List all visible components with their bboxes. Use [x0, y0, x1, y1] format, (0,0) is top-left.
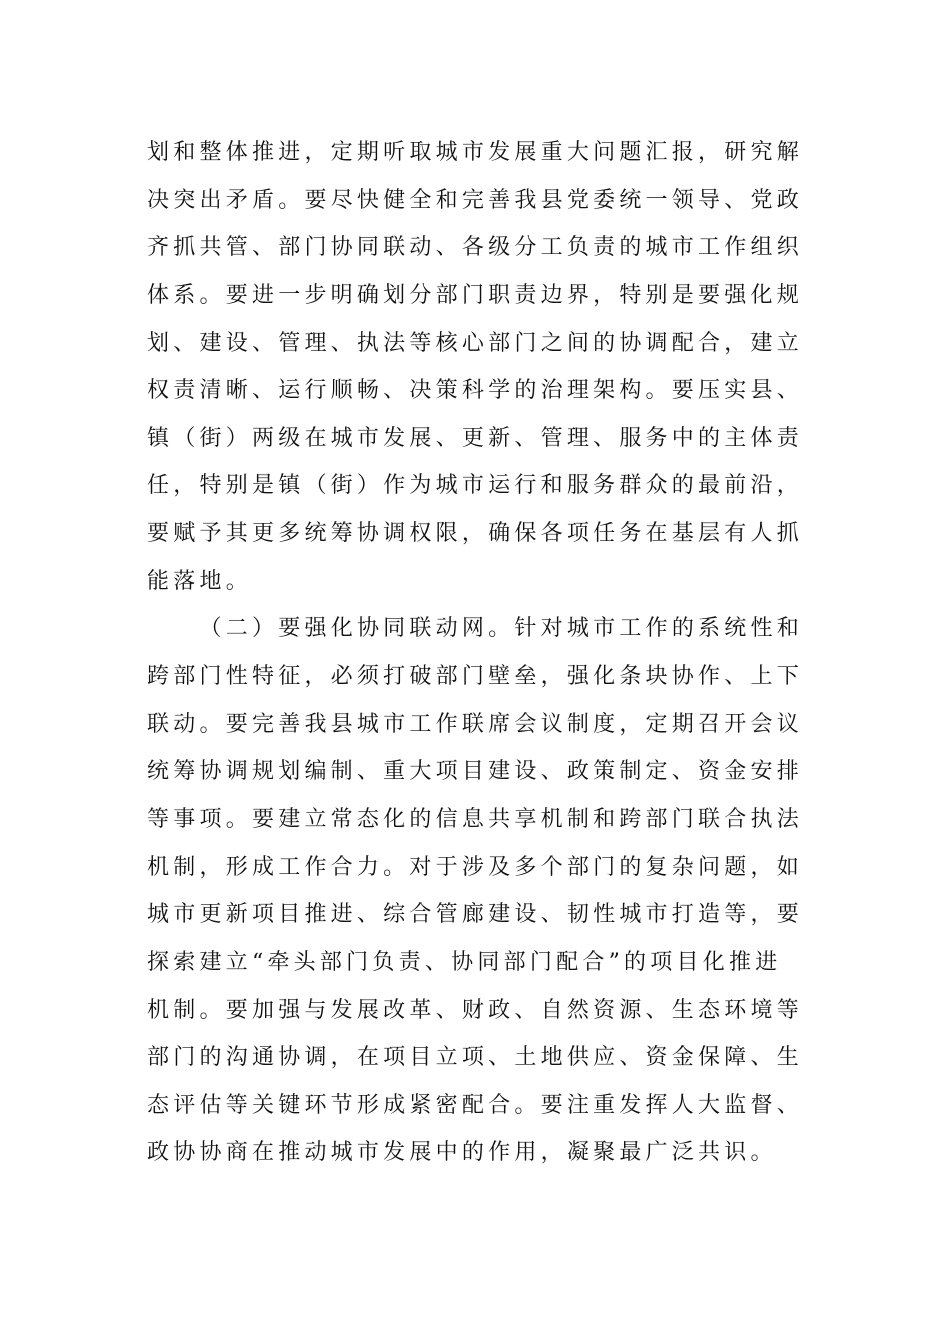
text-line: 能落地。 [147, 568, 252, 594]
text-line: 齐抓共管、部门协同联动、各级分工负责的城市工作组织 [147, 235, 804, 261]
text-line: 态评估等关键环节形成紧密配合。要注重发挥人大监督、 [147, 1092, 804, 1118]
text-line: 等事项。要建立常态化的信息共享机制和跨部门联合执法 [147, 806, 804, 832]
paragraph [147, 605, 817, 1177]
text-line: 探索建立“牵头部门负责、协同部门配合”的项目化推进 [147, 949, 782, 975]
text-line: 机制。要加强与发展改革、财政、自然资源、生态环境等 [147, 997, 804, 1023]
text-line: 城市更新项目推进、综合管廊建设、韧性城市打造等，要 [147, 902, 804, 928]
paragraph [147, 129, 817, 605]
text-line: 任，特别是镇（街）作为城市运行和服务群众的最前沿， [147, 473, 804, 499]
text-line: 决突出矛盾。要尽快健全和完善我县党委统一领导、党政 [147, 187, 804, 213]
text-line: 机制，形成工作合力。对于涉及多个部门的复杂问题，如 [147, 854, 804, 880]
text-line: 划和整体推进，定期听取城市发展重大问题汇报，研究解 [147, 140, 804, 165]
text-line: 要赋予其更多统筹协调权限，确保各项任务在基层有人抓 [147, 521, 804, 547]
text-line: 权责清晰、运行顺畅、决策科学的治理架构。要压实县、 [147, 378, 804, 404]
text-line: 划、建设、管理、执法等核心部门之间的协调配合，建立 [147, 330, 804, 356]
text-line: 部门的沟通协调，在项目立项、土地供应、资金保障、生 [147, 1045, 804, 1071]
document-body [147, 129, 817, 1177]
text-line: 镇（街）两级在城市发展、更新、管理、服务中的主体责 [147, 425, 804, 451]
text-line: 跨部门性特征，必须打破部门壁垒，强化条块协作、上下 [147, 664, 804, 690]
text-line: 体系。要进一步明确划分部门职责边界，特别是要强化规 [147, 282, 804, 308]
text-line: 联动。要完善我县城市工作联席会议制度，定期召开会议 [147, 711, 804, 737]
text-line: 统筹协调规划编制、重大项目建设、政策制定、资金安排 [147, 759, 804, 785]
text-line: 政协协商在推动城市发展中的作用，凝聚最广泛共识。 [147, 1140, 777, 1166]
text-line: （二）要强化协同联动网。针对城市工作的系统性和 [199, 616, 804, 642]
